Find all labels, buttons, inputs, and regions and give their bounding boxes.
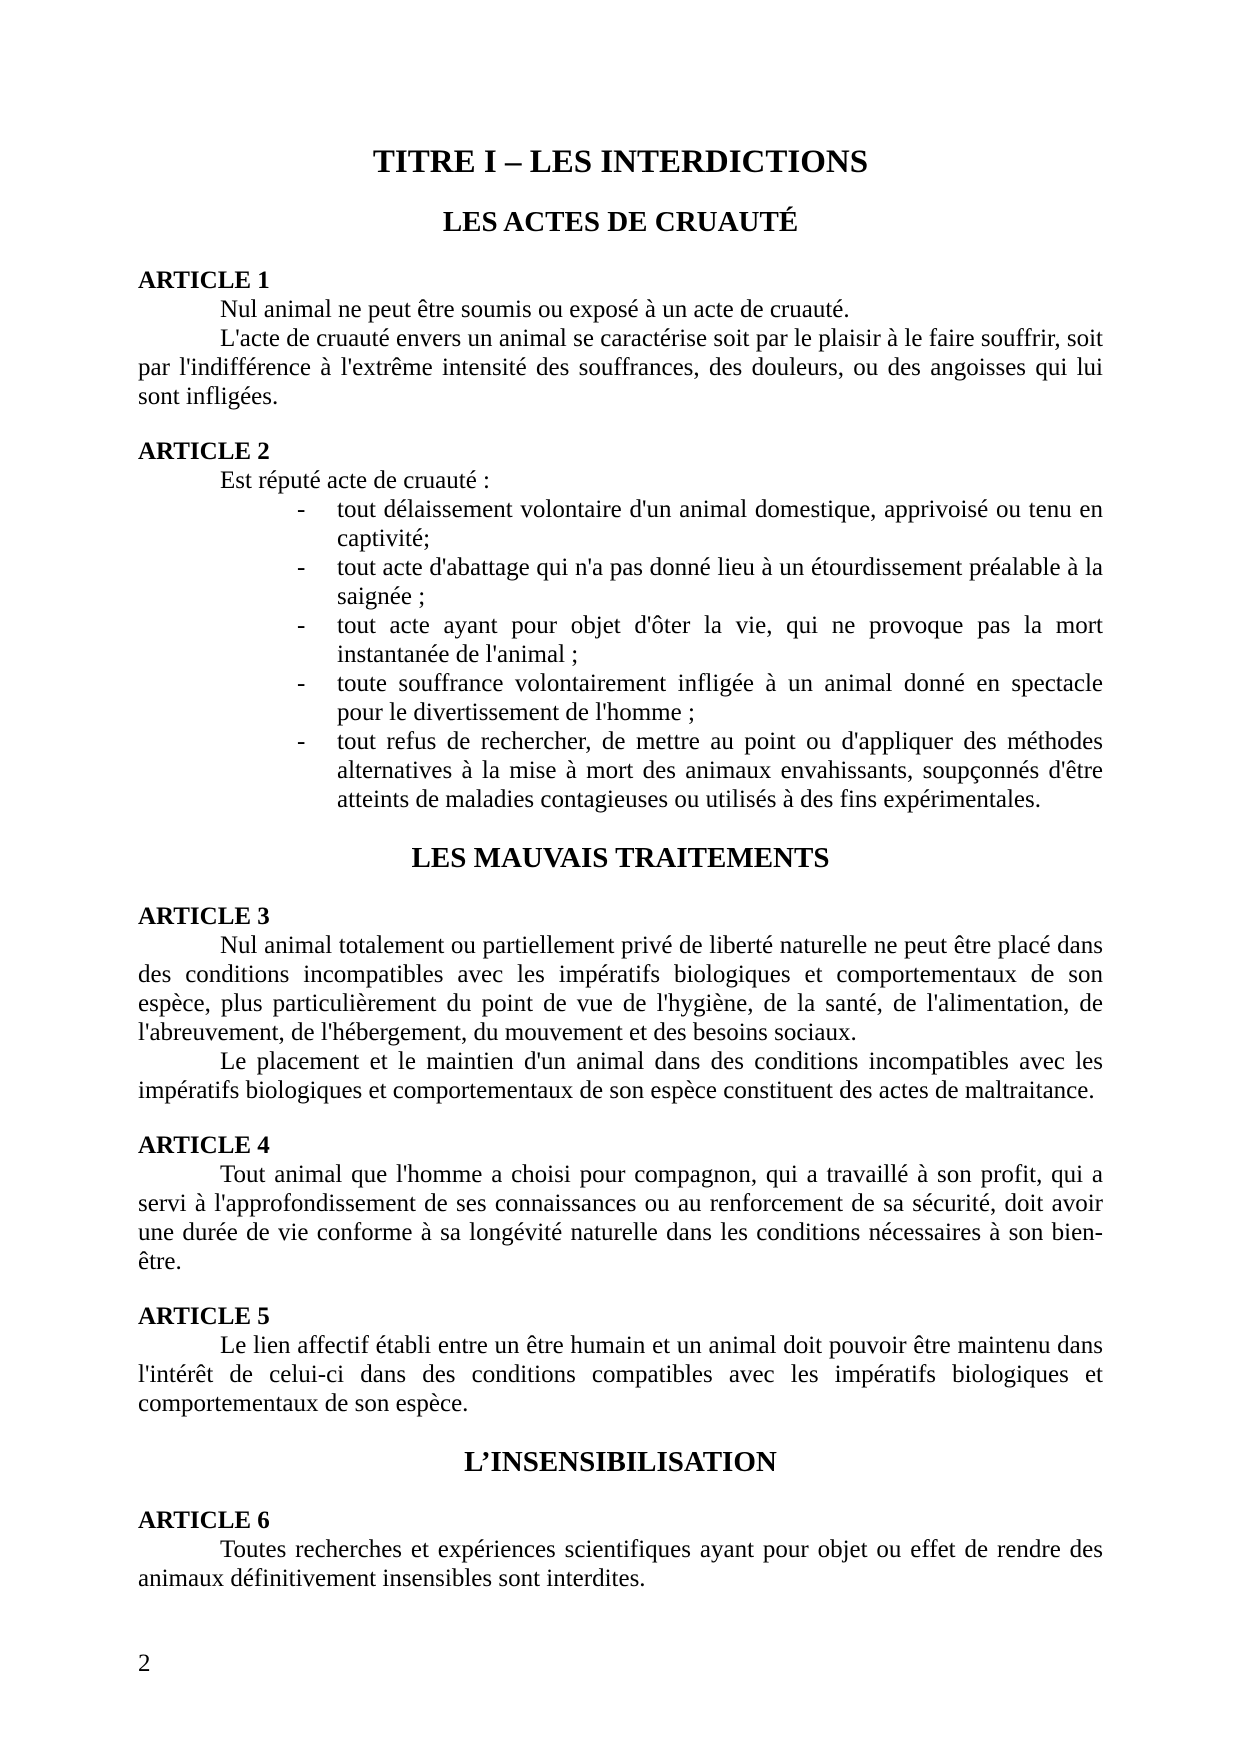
article-3-label: ARTICLE 3 [138,903,270,930]
list-item-abattage: - tout acte d'abattage qui n'a pas donné lieu à un étourdissement préalable à la saignée ; [138,553,1103,611]
article-1-paragraph-1: Nul animal ne peut être soumis ou exposé à un acte de cruauté. [220,296,850,323]
list-item-delaissement: - tout délaissement volontaire d'un animal domestique, apprivoisé ou tenu en captivité; [138,495,1103,553]
article-5-label: ARTICLE 5 [138,1303,270,1330]
article-2-dash-list [138,495,1103,814]
article-2-label: ARTICLE 2 [138,438,270,465]
article-4 [138,1131,1103,1276]
article-6-paragraph-1: Toutes recherches et expériences scientifiques ayant pour objet ou effet de rendre des animaux définitivement insensibles sont interdites. [138,1536,1103,1592]
article-3-paragraph-1: Nul animal totalement ou partiellement privé de liberté naturelle ne peut être placé dans des conditions incompatibles avec les impératifs biologiques et comportementaux de son espèce, plus particulièrement du point de vue de l'hygiène, de la santé, de l'alimentation, de l'abreuvement, de l'hébergement, du mouvement et des besoins sociaux. [138,932,1103,1046]
article-2-intro-paragraph: Est réputé acte de cruauté : [220,467,490,494]
page-number: 2 [138,1650,151,1677]
article-3 [138,902,1103,1105]
section-heading-insensibilisation: L’INSENSIBILISATION [464,1446,777,1478]
section-heading-les-mauvais-traitements: LES MAUVAIS TRAITEMENTS [411,842,830,874]
article-6-label: ARTICLE 6 [138,1507,270,1534]
list-item-oter-la-vie: - tout acte ayant pour objet d'ôter la vie, qui ne provoque pas la mort instantanée de l'animal ; [138,611,1103,669]
article-5-paragraph-1: Le lien affectif établi entre un être humain et un animal doit pouvoir être maintenu dans l'intérêt de celui-ci dans des conditions compatibles avec les impératifs biologiques et comportementaux de son espèce. [138,1332,1103,1417]
article-1 [138,266,1103,411]
list-item-souffrance-spectacle: - toute souffrance volontairement infligée à un animal donné en spectacle pour le divertissement de l'homme ; [138,669,1103,727]
list-item-refus-methodes-alternatives: - tout refus de rechercher, de mettre au point ou d'appliquer des méthodes alternatives à la mise à mort des animaux envahissants, soupçonnés d'être atteints de maladies contagieuses ou utilisés à des fins expérimentales. [138,727,1103,814]
article-6 [138,1506,1103,1593]
article-5 [138,1302,1103,1418]
article-1-label: ARTICLE 1 [138,267,270,294]
article-1-paragraph-2: L'acte de cruauté envers un animal se caractérise soit par le plaisir à le faire souffrir, soit par l'indifférence à l'extrême intensité des souffrances, des douleurs, ou des angoisses qui lui sont infligées. [138,325,1103,410]
article-4-label: ARTICLE 4 [138,1132,270,1159]
section-heading-les-actes-de-cruaute: LES ACTES DE CRUAUTÉ [442,206,799,238]
document-title: TITRE I – LES INTERDICTIONS [372,144,869,180]
article-4-paragraph-1: Tout animal que l'homme a choisi pour compagnon, qui a travaillé à son profit, qui a servi à l'approfondissement de ses connaissances ou au renforcement de sa sécurité, doit avoir une durée de vie conforme à sa longévité naturelle dans les conditions nécessaires à son bien-être. [138,1161,1103,1275]
article-3-paragraph-2: Le placement et le maintien d'un animal dans des conditions incompatibles avec les impératifs biologiques et comportementaux de son espèce constituent des actes de maltraitance. [138,1048,1103,1104]
article-2 [138,437,1103,814]
